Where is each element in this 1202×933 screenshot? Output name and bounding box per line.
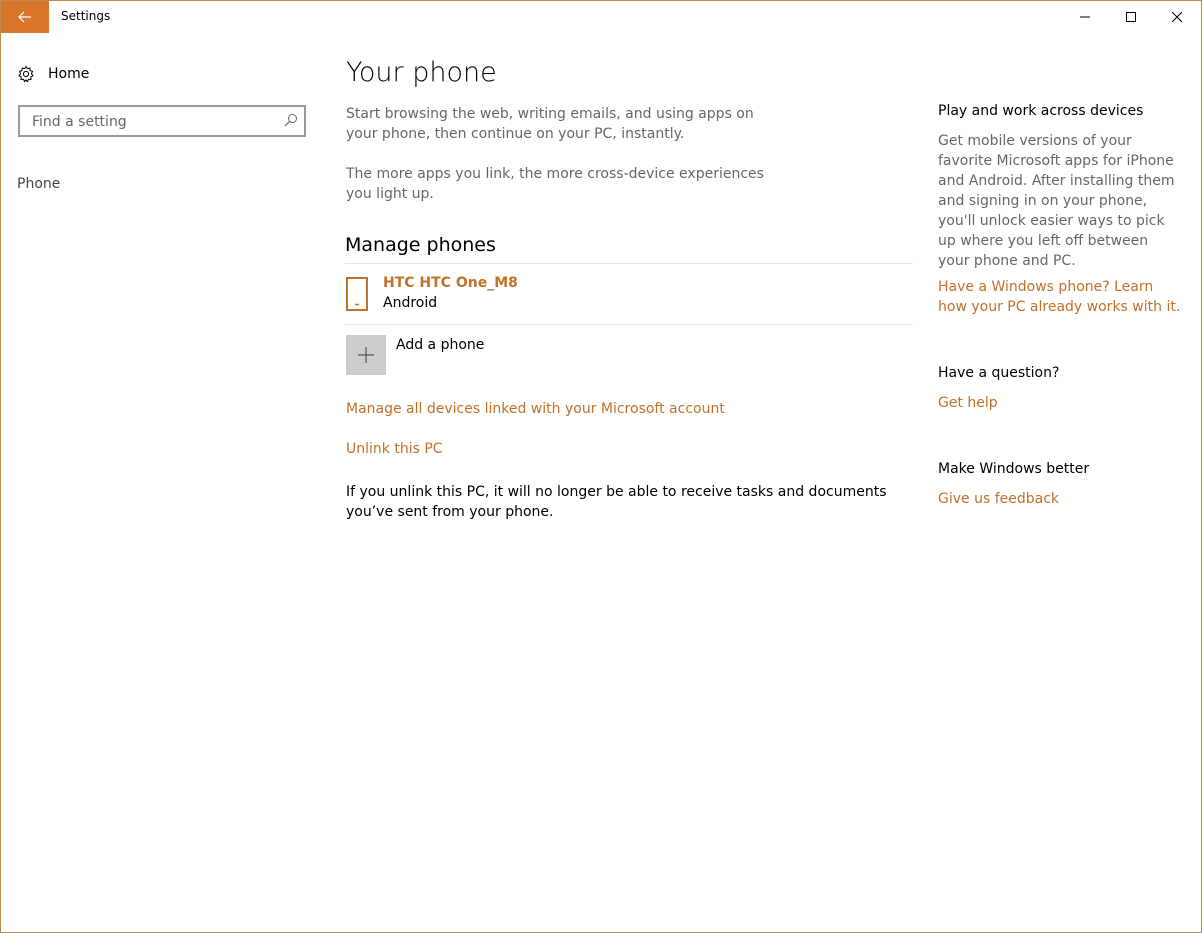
back-button[interactable] bbox=[1, 1, 49, 33]
title-bar bbox=[1, 1, 1201, 33]
home-nav[interactable] bbox=[17, 63, 89, 85]
question-heading: Have a question? bbox=[938, 365, 1060, 381]
phone-name: HTC HTC One_M8 bbox=[383, 275, 518, 291]
maximize-button[interactable] bbox=[1108, 1, 1154, 33]
divider bbox=[345, 263, 913, 264]
search-box[interactable] bbox=[18, 105, 306, 137]
minimize-button[interactable] bbox=[1062, 1, 1108, 33]
windows-phone-link[interactable]: Have a Windows phone? Learn how your PC already works with it. bbox=[938, 279, 1181, 315]
intro-text: Start browsing the web, writing emails, and using apps on your phone, then continue on your PC, instantly. bbox=[346, 106, 754, 142]
phone-icon bbox=[346, 277, 368, 311]
play-work-text: Get mobile versions of your favorite Microsoft apps for iPhone and Android. After installing them and signing in on your phone, you'll unlock easier ways to pick up where you left off between your phone and PC. bbox=[938, 133, 1175, 269]
maximize-icon bbox=[1125, 11, 1137, 23]
back-arrow-icon bbox=[18, 11, 32, 23]
page-title: Your phone bbox=[346, 57, 497, 88]
feedback-heading: Make Windows better bbox=[938, 461, 1090, 477]
add-phone-label: Add a phone bbox=[396, 337, 485, 353]
search-input[interactable] bbox=[30, 111, 279, 133]
get-help-link[interactable]: Get help bbox=[938, 395, 998, 411]
phone-type: Android bbox=[383, 295, 438, 311]
manage-devices-link[interactable]: Manage all devices linked with your Microsoft account bbox=[346, 401, 725, 417]
divider bbox=[345, 324, 913, 325]
unlink-pc-link[interactable]: Unlink this PC bbox=[346, 441, 443, 457]
search-icon[interactable] bbox=[284, 113, 298, 127]
close-icon bbox=[1171, 11, 1183, 23]
play-work-heading: Play and work across devices bbox=[938, 103, 1144, 119]
add-phone-tile bbox=[346, 335, 386, 375]
manage-phones-heading: Manage phones bbox=[345, 234, 496, 256]
unlink-note: If you unlink this PC, it will no longer be able to receive tasks and documents you’ve sent from your phone. bbox=[346, 484, 887, 520]
phone-list-item[interactable] bbox=[346, 273, 906, 317]
feedback-link[interactable]: Give us feedback bbox=[938, 491, 1060, 507]
sidebar-item-phone[interactable]: Phone bbox=[17, 176, 61, 192]
minimize-icon bbox=[1079, 11, 1091, 23]
gear-icon bbox=[17, 65, 35, 83]
home-label: Home bbox=[48, 66, 90, 82]
intro-text-2: The more apps you link, the more cross-device experiences you light up. bbox=[346, 166, 764, 202]
window-title: Settings bbox=[61, 9, 111, 23]
add-phone-button[interactable] bbox=[346, 335, 646, 375]
close-button[interactable] bbox=[1154, 1, 1200, 33]
plus-icon bbox=[357, 346, 375, 364]
